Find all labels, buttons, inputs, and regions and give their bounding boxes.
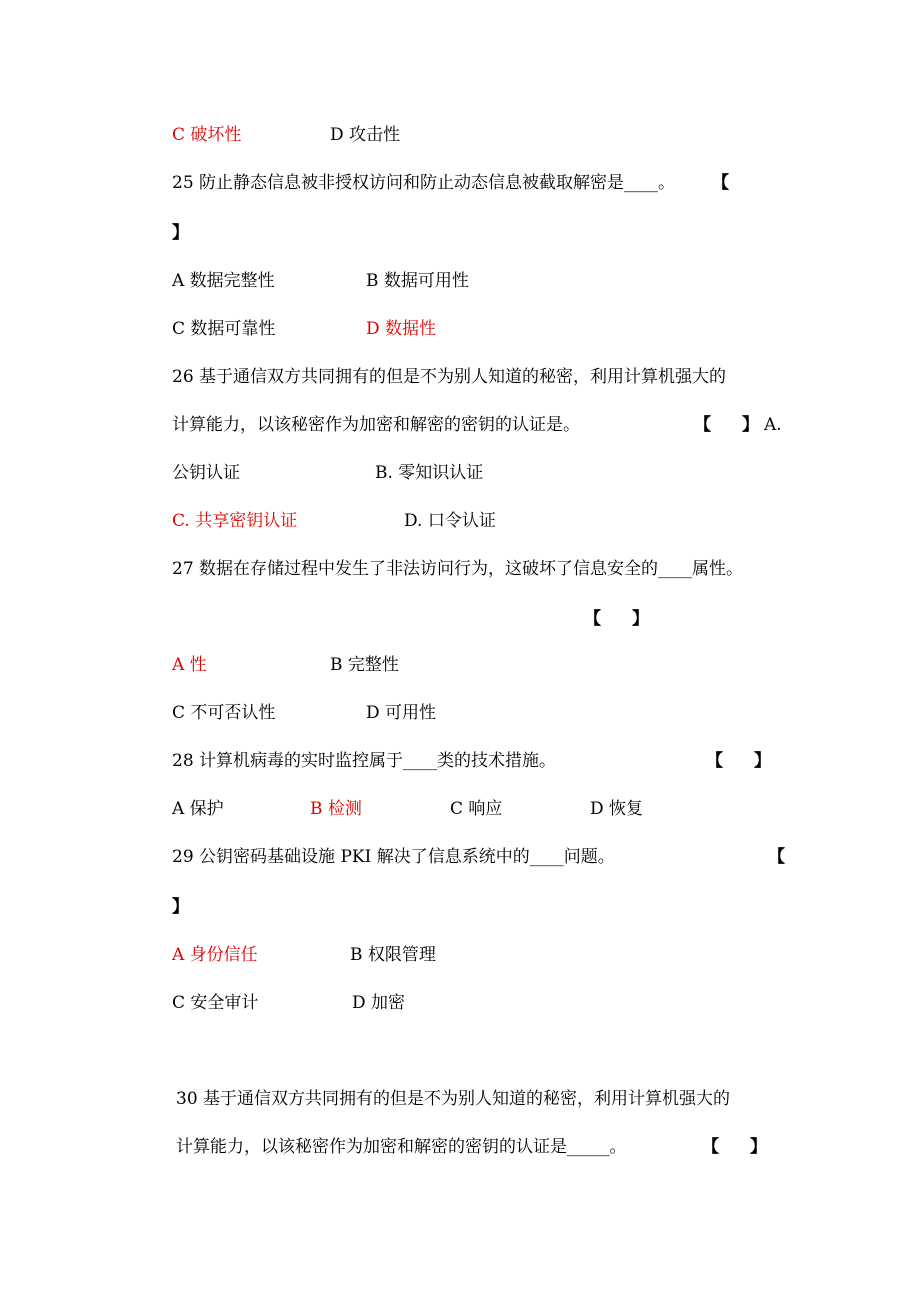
q29-bracket-open: 【 — [768, 847, 785, 867]
q28-option-c: C 响应 — [450, 799, 503, 819]
q27-stem: 27 数据在存储过程中发生了非法访问行为，这破坏了信息安全的____属性。 — [172, 559, 744, 579]
q28-stem: 28 计算机病毒的实时监控属于____类的技术措施。 — [172, 751, 557, 771]
q29-stem: 29 公钥密码基础设施 PKI 解决了信息系统中的____问题。 — [172, 847, 615, 867]
q25-option-a: A 数据完整性 — [172, 271, 275, 291]
q25-bracket-close: 】 — [172, 223, 189, 243]
q25-bracket-open: 【 — [712, 173, 729, 193]
q27-option-b: B 完整性 — [330, 655, 399, 675]
q26-option-a-prefix: A. — [764, 415, 782, 435]
q28-option-d: D 恢复 — [590, 799, 644, 819]
q25-stem: 25 防止静态信息被非授权访问和防止动态信息被截取解密是____。 — [172, 173, 676, 193]
q29-option-d: D 加密 — [352, 993, 406, 1013]
q26-option-d: D. 口令认证 — [404, 511, 496, 531]
q29-option-c: C 安全审计 — [172, 993, 259, 1013]
q30-stem-line2: 计算能力，以该秘密作为加密和解密的密钥的认证是_____。 — [176, 1137, 627, 1157]
q27-bracket-open: 【 — [584, 609, 601, 629]
q30-bracket-close: 】 — [750, 1137, 767, 1157]
q30-stem-line1: 30 基于通信双方共同拥有的但是不为别人知道的秘密，利用计算机强大的 — [176, 1089, 731, 1109]
q26-bracket-open: 【 — [694, 415, 711, 435]
q25-option-b: B 数据可用性 — [366, 271, 469, 291]
q28-option-b: B 检测 — [310, 799, 362, 819]
q26-bracket-close: 】 — [742, 415, 759, 435]
q26-option-c: C. 共享密钥认证 — [172, 511, 298, 531]
q27-option-c: C 不可否认性 — [172, 703, 276, 723]
q29-option-a: A 身份信任 — [172, 945, 258, 965]
q30-bracket-open: 【 — [702, 1137, 719, 1157]
q28-bracket-open: 【 — [706, 751, 723, 771]
q25-option-c: C 数据可靠性 — [172, 319, 276, 339]
q28-option-a: A 保护 — [172, 799, 224, 819]
q24-option-d: D 攻击性 — [330, 125, 401, 145]
q26-option-b: B. 零知识认证 — [375, 463, 484, 483]
q25-option-d: D 数据性 — [366, 319, 437, 339]
q27-option-d: D 可用性 — [366, 703, 437, 723]
q28-bracket-close: 】 — [754, 751, 771, 771]
q24-option-c: C 破坏性 — [172, 125, 242, 145]
q26-option-a: 公钥认证 — [172, 463, 240, 483]
q26-stem-line2: 计算能力，以该秘密作为加密和解密的密钥的认证是。 — [172, 415, 580, 435]
q27-bracket-close: 】 — [632, 609, 649, 629]
q29-bracket-close: 】 — [172, 897, 189, 917]
q26-stem-line1: 26 基于通信双方共同拥有的但是不为别人知道的秘密，利用计算机强大的 — [172, 367, 727, 387]
q27-option-a: A 性 — [172, 655, 207, 675]
q29-option-b: B 权限管理 — [350, 945, 436, 965]
